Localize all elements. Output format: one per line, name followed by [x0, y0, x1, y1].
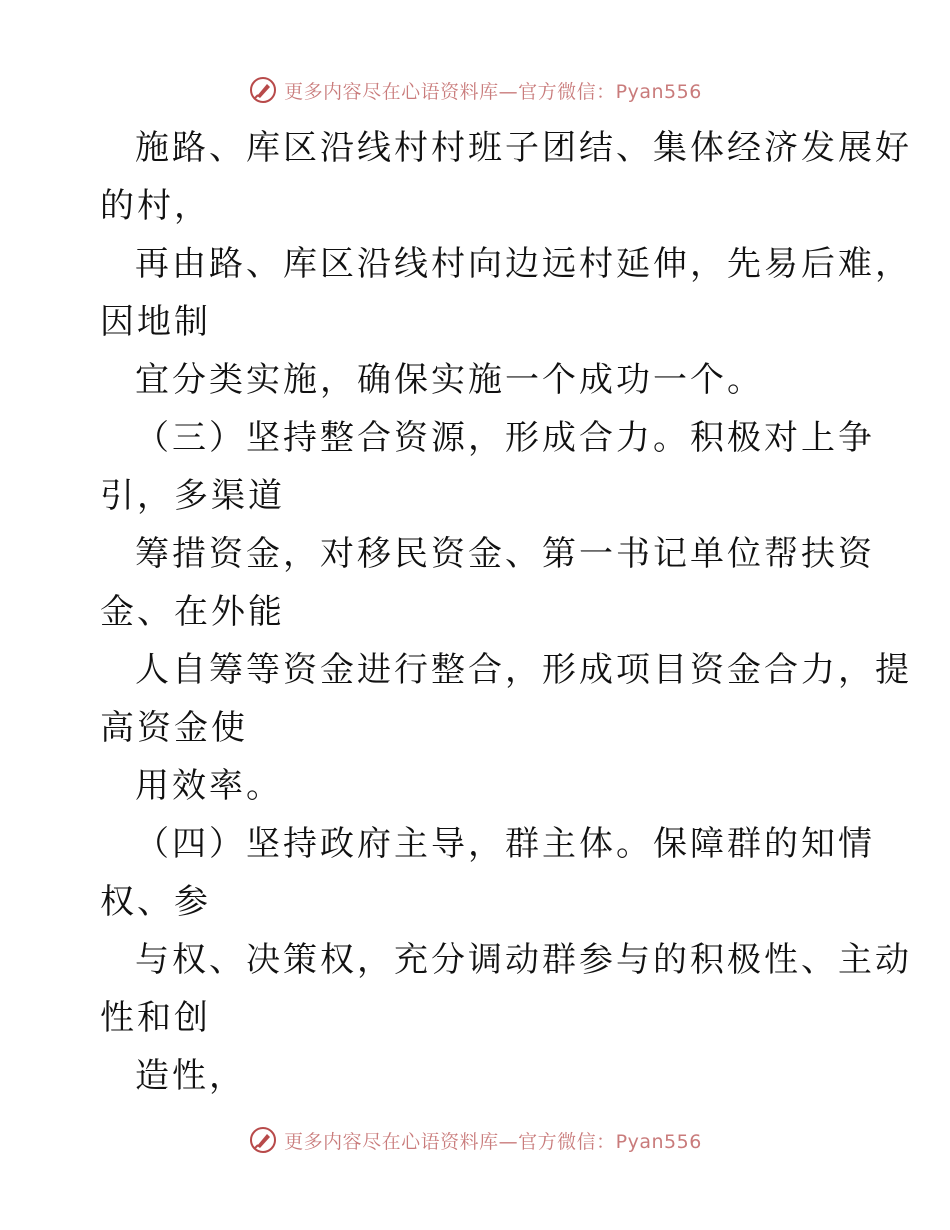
text-line: 造性， [135, 1056, 246, 1096]
footer-watermark [0, 1120, 950, 1160]
text-line: 因地制 [100, 302, 211, 342]
watermark-text: 更多内容尽在心语资料库—官方微信：Pyan556 [284, 1130, 702, 1153]
text-line: 引，多渠道 [100, 476, 285, 516]
text-line: （三）坚持整合资源，形成合力。积极对上争 [135, 418, 875, 458]
text-line: 性和创 [100, 998, 211, 1038]
text-line: 与权、决策权，充分调动群参与的积极性、主动 [135, 940, 912, 980]
pen-nib-logo-icon [248, 1125, 278, 1155]
text-line: 施路、库区沿线村村班子团结、集体经济发展好 [135, 128, 912, 168]
text-line: 高资金使 [100, 708, 248, 748]
text-line: 宜分类实施，确保实施一个成功一个。 [135, 360, 764, 400]
text-line: 再由路、库区沿线村向边远村延伸，先易后难， [135, 244, 912, 284]
pen-nib-logo-icon [248, 75, 278, 105]
text-line: （四）坚持政府主导，群主体。保障群的知情 [135, 824, 875, 864]
text-line: 权、参 [100, 882, 211, 922]
header-watermark [0, 70, 950, 110]
text-line: 人自筹等资金进行整合，形成项目资金合力，提 [135, 650, 912, 690]
text-line: 用效率。 [135, 766, 283, 806]
text-line: 金、在外能 [100, 592, 285, 632]
text-line: 的村， [100, 186, 211, 226]
text-line: 筹措资金，对移民资金、第一书记单位帮扶资 [135, 534, 875, 574]
watermark-text: 更多内容尽在心语资料库—官方微信：Pyan556 [284, 80, 702, 103]
